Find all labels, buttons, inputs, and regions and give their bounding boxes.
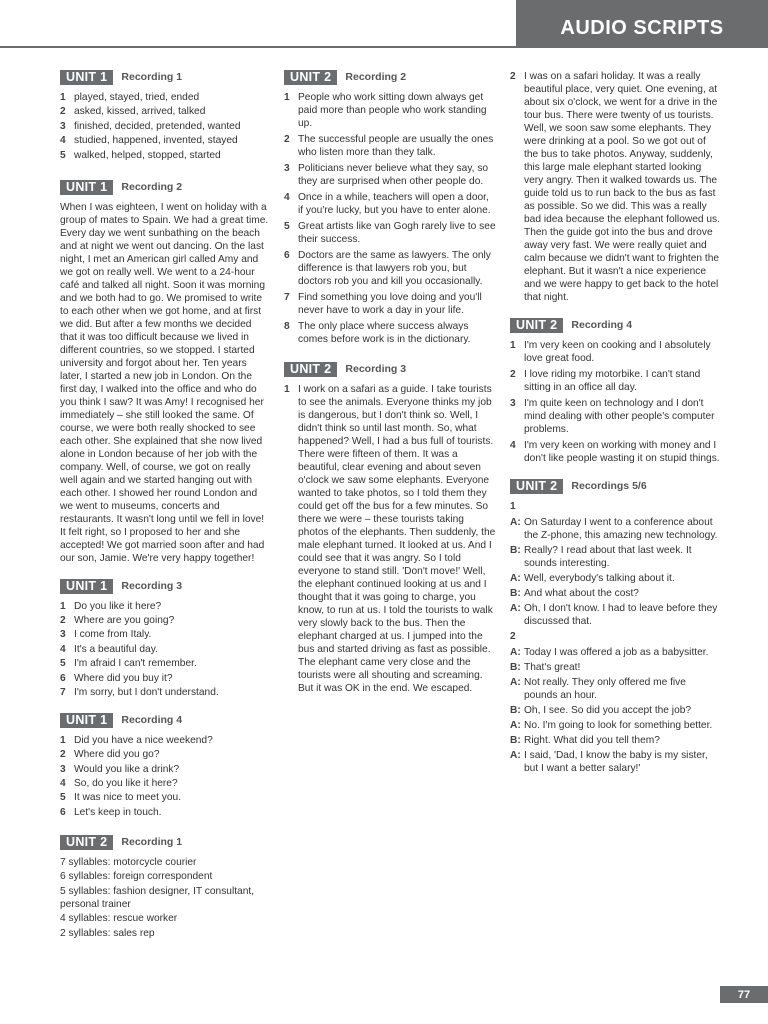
unit-tag: UNIT 1: [60, 180, 113, 195]
recording-title: Recording 3: [345, 363, 407, 375]
list-item: [510, 368, 722, 394]
item-text: Find something you love doing and you'll never have to work a day in your life.: [298, 292, 482, 316]
recording-title: Recording 4: [121, 713, 183, 726]
item-number: 2: [510, 71, 516, 82]
item-number: 5: [60, 792, 66, 804]
dialogue-line: [510, 734, 722, 747]
section-unit1-rec4: [60, 713, 270, 819]
item-number: 5: [60, 658, 66, 670]
page-title: AUDIO SCRIPTS: [560, 17, 724, 39]
item-number: 2: [60, 749, 66, 761]
speaker: A:: [510, 603, 521, 614]
page-number: [720, 986, 768, 1003]
dialogue-text: Right. What did you tell them?: [524, 735, 660, 746]
dialogue-text: Really? I read about that last week. It sounds interesting.: [524, 545, 692, 569]
item-number: 1: [60, 734, 66, 746]
section-unit2-rec3: [284, 362, 496, 695]
speaker: A:: [510, 573, 521, 584]
text-line: 6 syllables: foreign correspondent: [60, 871, 213, 883]
page-number-text: 77: [737, 988, 751, 1001]
item-number: 3: [60, 763, 66, 775]
item-text: Great artists like van Gogh rarely live to see their success.: [298, 221, 496, 245]
list-item: [60, 672, 270, 685]
recording-title: Recording 1: [121, 71, 183, 83]
speaker: A:: [510, 720, 521, 731]
section-heading: [284, 362, 496, 377]
dialogue-text: Today I was offered a job as a babysitter.: [524, 647, 709, 658]
dialogue-text: No. I'm going to look for something better.: [524, 720, 713, 731]
dialogue-text: Oh, I see. So did you accept the job?: [524, 705, 692, 716]
item-number: 4: [510, 440, 516, 451]
item-text: I'm quite keen on technology and I don't mind dealing with other people's computer problems.: [524, 398, 715, 435]
section-unit2-rec56: [510, 479, 722, 775]
item-text: The successful people are usually the ones who listen more than they talk.: [298, 134, 494, 158]
list-item: [284, 191, 496, 217]
section-unit2-rec1: [60, 835, 270, 940]
dialogue-line: [510, 572, 722, 585]
item-text: walked, helped, stopped, started: [74, 149, 221, 161]
unit-tag: UNIT 2: [510, 479, 563, 494]
item-text: Would you like a drink?: [74, 763, 180, 775]
list-item: [510, 397, 722, 436]
item-number: 1: [60, 600, 66, 612]
item-text: Let's keep in touch.: [74, 806, 162, 818]
section-heading: [510, 318, 722, 333]
item-number: 3: [510, 398, 516, 409]
list-item: [284, 133, 496, 159]
item-text: It was nice to meet you.: [74, 792, 182, 804]
item-text: I'm sorry, but I don't understand.: [74, 686, 219, 698]
recording-title: Recording 2: [121, 180, 183, 193]
list-item: [284, 291, 496, 317]
section-heading: [60, 713, 270, 728]
item-number: 1: [284, 384, 290, 395]
item-text: So, do you like it here?: [74, 778, 178, 790]
item-number: 4: [284, 192, 290, 203]
dialogue-line: [510, 676, 722, 702]
section-unit1-rec1: [60, 70, 270, 162]
dialogue-text: Not really. They only offered me five pounds an hour.: [524, 677, 686, 701]
item-text: I was on a safari holiday. It was a really beautiful place, very quiet. One evening, at about six o'clock, we went for a drive in the tour bus. There were twenty of us tourists. Well, we soon saw some elephants. They were drinking at a pool. So we got out of the bus to take photos. Anyway, suddenly, this large male elephant started looking very angry. Then it walked towards us. The guide told us to run back to the bus as fast as possible. So we did. This was a really bad idea because the elephant followed us. Then the guide got into the bus and drove away very fast. We were really quiet and calm because we didn't want to frighten the elephant. But it wasn't a nice experience and we were happy to get back to the hotel that night.: [524, 71, 720, 303]
column-1: [60, 70, 270, 954]
item-text: I love riding my motorbike. I can't stand sitting in an office all day.: [524, 369, 701, 393]
item-number: 6: [60, 806, 66, 818]
speaker: A:: [510, 677, 521, 688]
item-number: 2: [284, 134, 290, 145]
list-item: [284, 383, 496, 695]
list-item: [60, 91, 270, 104]
dialogue-text: On Saturday I went to a conference about the Z-phone, this amazing new technology.: [524, 517, 718, 541]
item-number: 1: [510, 340, 516, 351]
dialogue-line: [510, 661, 722, 674]
item-number: 8: [284, 321, 290, 332]
item-number: 6: [60, 672, 66, 684]
item-text: I'm afraid I can't remember.: [74, 658, 197, 670]
text-line: 5 syllables: fashion designer, IT consultant, personal trainer: [60, 885, 255, 910]
item-number: 4: [60, 643, 66, 655]
item-text: I'm very keen on cooking and I absolutely love great food.: [524, 340, 711, 364]
text-line: 4 syllables: rescue worker: [60, 913, 178, 925]
item-text: played, stayed, tried, ended: [74, 92, 200, 103]
unit-tag: UNIT 1: [60, 713, 113, 728]
numbered-list: [510, 70, 722, 304]
item-text: The only place where success always comes before work is in the dictionary.: [298, 321, 471, 345]
list-item: [60, 643, 270, 656]
section-heading: [284, 70, 496, 85]
list-item: [510, 70, 722, 304]
recording-title: Recordings 5/6: [571, 480, 647, 492]
column-3: [510, 70, 722, 789]
unit-tag: UNIT 2: [284, 70, 337, 85]
dialogue: [510, 646, 722, 775]
section-unit2-rec4: [510, 318, 722, 465]
list-item: [60, 734, 270, 747]
speaker: A:: [510, 647, 521, 658]
item-number: 4: [60, 135, 66, 147]
section-heading: [60, 70, 270, 85]
item-number: 6: [284, 250, 290, 261]
dialogue-text: Well, everybody's talking about it.: [524, 573, 675, 584]
item-text: People who work sitting down always get paid more than people who work standing up.: [298, 92, 487, 129]
dialogue-line: [510, 516, 722, 542]
list-item: [60, 657, 270, 670]
section-unit1-rec3: [60, 579, 270, 699]
item-text: Did you have a nice weekend?: [74, 734, 213, 746]
list-item: [60, 791, 270, 804]
item-number: 2: [60, 106, 66, 118]
item-number: 7: [284, 292, 290, 303]
speaker: B:: [510, 545, 521, 556]
item-text: Where did you buy it?: [74, 672, 173, 684]
header-rule: [0, 46, 516, 48]
section-heading: [60, 579, 270, 594]
dialogue-line: [510, 646, 722, 659]
dialogue-text: Oh, I don't know. I had to leave before they discussed that.: [524, 603, 718, 627]
speaker: A:: [510, 517, 521, 528]
section-heading: [60, 835, 270, 850]
list-item: [60, 777, 270, 790]
item-number: 2: [510, 369, 516, 380]
speaker: B:: [510, 735, 521, 746]
item-text: Politicians never believe what they say, so they are surprised when other people do.: [298, 163, 489, 187]
list-item: [284, 162, 496, 188]
section-unit1-rec2: [60, 180, 270, 565]
numbered-list: [284, 383, 496, 695]
item-text: asked, kissed, arrived, talked: [74, 106, 206, 118]
item-text: I come from Italy.: [74, 629, 152, 641]
section-heading: [510, 479, 722, 494]
list-item: [284, 91, 496, 130]
speaker: B:: [510, 588, 521, 599]
text-line: 7 syllables: motorcycle courier: [60, 856, 197, 868]
list-item: [60, 748, 270, 761]
list-item: [60, 600, 270, 613]
item-text: I work on a safari as a guide. I take tourists to see the animals. Everyone thinks my job is dangerous, but I don't think so. Well, I didn't think so until last month. So, what happened? Well, I had a bus full of tourists. There were fifteen of them. It was a beautiful, clear evening and about seven o'clock we saw some elephants. Everyone wanted to take photos, so I told them they could get off the bus for a few minutes. So there we were – these tourists taking photos of the elephants. Then suddenly, the male elephant turned. It looked at us. And I could see that it was angry. So I told everyone to stand still. 'Don't move!' Well, the elephant continued looking at us and I thought that it was going to charge, you know, to run at us. I told the tourists to walk very slowly back to the bus. Then the elephant charged at us. I jumped into the bus and started driving as fast as possible. The elephant came very close and the tourists were all shouting and screaming. But it was OK in the end. We escaped.: [298, 384, 496, 694]
unit-tag: UNIT 2: [284, 362, 337, 377]
item-number: 2: [60, 614, 66, 626]
numbered-list: [510, 339, 722, 465]
dialogue-text: That's great!: [524, 662, 581, 673]
recording-title: Recording 3: [121, 579, 183, 592]
recording-title: Recording 2: [345, 71, 407, 83]
item-number: 3: [60, 629, 66, 641]
list-item: [60, 120, 270, 133]
list-item: [510, 439, 722, 465]
unit-tag: UNIT 1: [60, 70, 113, 85]
syllable-lines: [60, 856, 270, 940]
item-text: I'm very keen on working with money and I don't like people wasting it on stupid things.: [524, 440, 720, 464]
numbered-list: [284, 91, 496, 346]
speaker: A:: [510, 750, 521, 761]
section-continued: [510, 70, 722, 304]
recording-title: Recording 1: [121, 835, 183, 848]
script-text: When I was eighteen, I went on holiday with a group of mates to Spain. We had a great time. Every day we went sunbathing on the beach and at night we went out dancing. On the last night, I met an American girl called Amy and we got on really well. We went to a 24-hour café and talked all night. Soon it was morning and we both had to go. We promised to write to each other when we got home, and at first we did. But after a few months we decided that it was too difficult because we lived in different countries, so we stopped. I started university and forgot about her. Ten years later, I started a new job in London. On the first day, I walked into the office and who do you think I saw? It was Amy! I recognised her immediately – she still looked the same. Of course, we were both really shocked to see each other. She explained that she now lived alone in London because of her job with the company. Well, of course, we got on really well again and we started hanging out with each other. I showed her round London and we went to museums, concerts and restaurants. It wasn't long until we fell in love! It felt right, so I proposed to her and she accepted! We got married soon after and had our son, Jamie. We're very happy together!: [60, 201, 269, 564]
numbered-list: [60, 91, 270, 162]
dialogue-line: [510, 587, 722, 600]
item-number: 3: [284, 163, 290, 174]
section-unit2-rec2: [284, 70, 496, 346]
item-text: Doctors are the same as lawyers. The only difference is that lawyers rob you, but doctors rob you and kill you occasionally.: [298, 250, 491, 287]
item-number: 5: [284, 221, 290, 232]
list-item: [284, 249, 496, 288]
item-text: It's a beautiful day.: [74, 643, 158, 655]
list-item: [60, 763, 270, 776]
numbered-list: [60, 600, 270, 699]
item-number: 3: [60, 120, 66, 132]
unit-tag: UNIT 2: [60, 835, 113, 850]
recording-title: Recording 4: [571, 319, 633, 331]
dialogue-line: [510, 544, 722, 570]
item-text: Do you like it here?: [74, 600, 162, 612]
item-text: Where did you go?: [74, 749, 160, 761]
item-number: 1: [284, 92, 290, 103]
item-text: studied, happened, invented, stayed: [74, 135, 238, 147]
section-heading: [60, 180, 270, 195]
item-number: 5: [60, 149, 66, 161]
dialogue-number: 1: [510, 501, 516, 512]
item-text: Where are you going?: [74, 614, 175, 626]
list-item: [60, 806, 270, 819]
list-item: [60, 105, 270, 118]
item-number: 4: [60, 778, 66, 790]
numbered-list: [60, 734, 270, 819]
page-header: [516, 0, 768, 48]
speaker: B:: [510, 662, 521, 673]
dialogue-text: I said, 'Dad, I know the baby is my sister, but I want a better salary!': [524, 750, 708, 774]
item-text: finished, decided, pretended, wanted: [74, 120, 241, 132]
list-item: [60, 134, 270, 147]
item-text: Once in a while, teachers will open a door, if you're lucky, but you have to enter alone.: [298, 192, 491, 216]
dialogue-line: [510, 602, 722, 628]
unit-tag: UNIT 1: [60, 579, 113, 594]
list-item: [60, 614, 270, 627]
unit-tag: UNIT 2: [510, 318, 563, 333]
item-number: 7: [60, 686, 66, 698]
item-number: 1: [60, 92, 66, 103]
list-item: [284, 320, 496, 346]
speaker: B:: [510, 705, 521, 716]
dialogue: [510, 516, 722, 628]
text-line: 2 syllables: sales rep: [60, 927, 155, 939]
list-item: [60, 686, 270, 699]
list-item: [284, 220, 496, 246]
dialogue-line: [510, 749, 722, 775]
dialogue-line: [510, 719, 722, 732]
dialogue-line: [510, 704, 722, 717]
list-item: [60, 149, 270, 162]
dialogue-text: And what about the cost?: [524, 588, 639, 599]
dialogue-number: 2: [510, 631, 516, 642]
column-2: [284, 70, 496, 709]
list-item: [510, 339, 722, 365]
list-item: [60, 628, 270, 641]
